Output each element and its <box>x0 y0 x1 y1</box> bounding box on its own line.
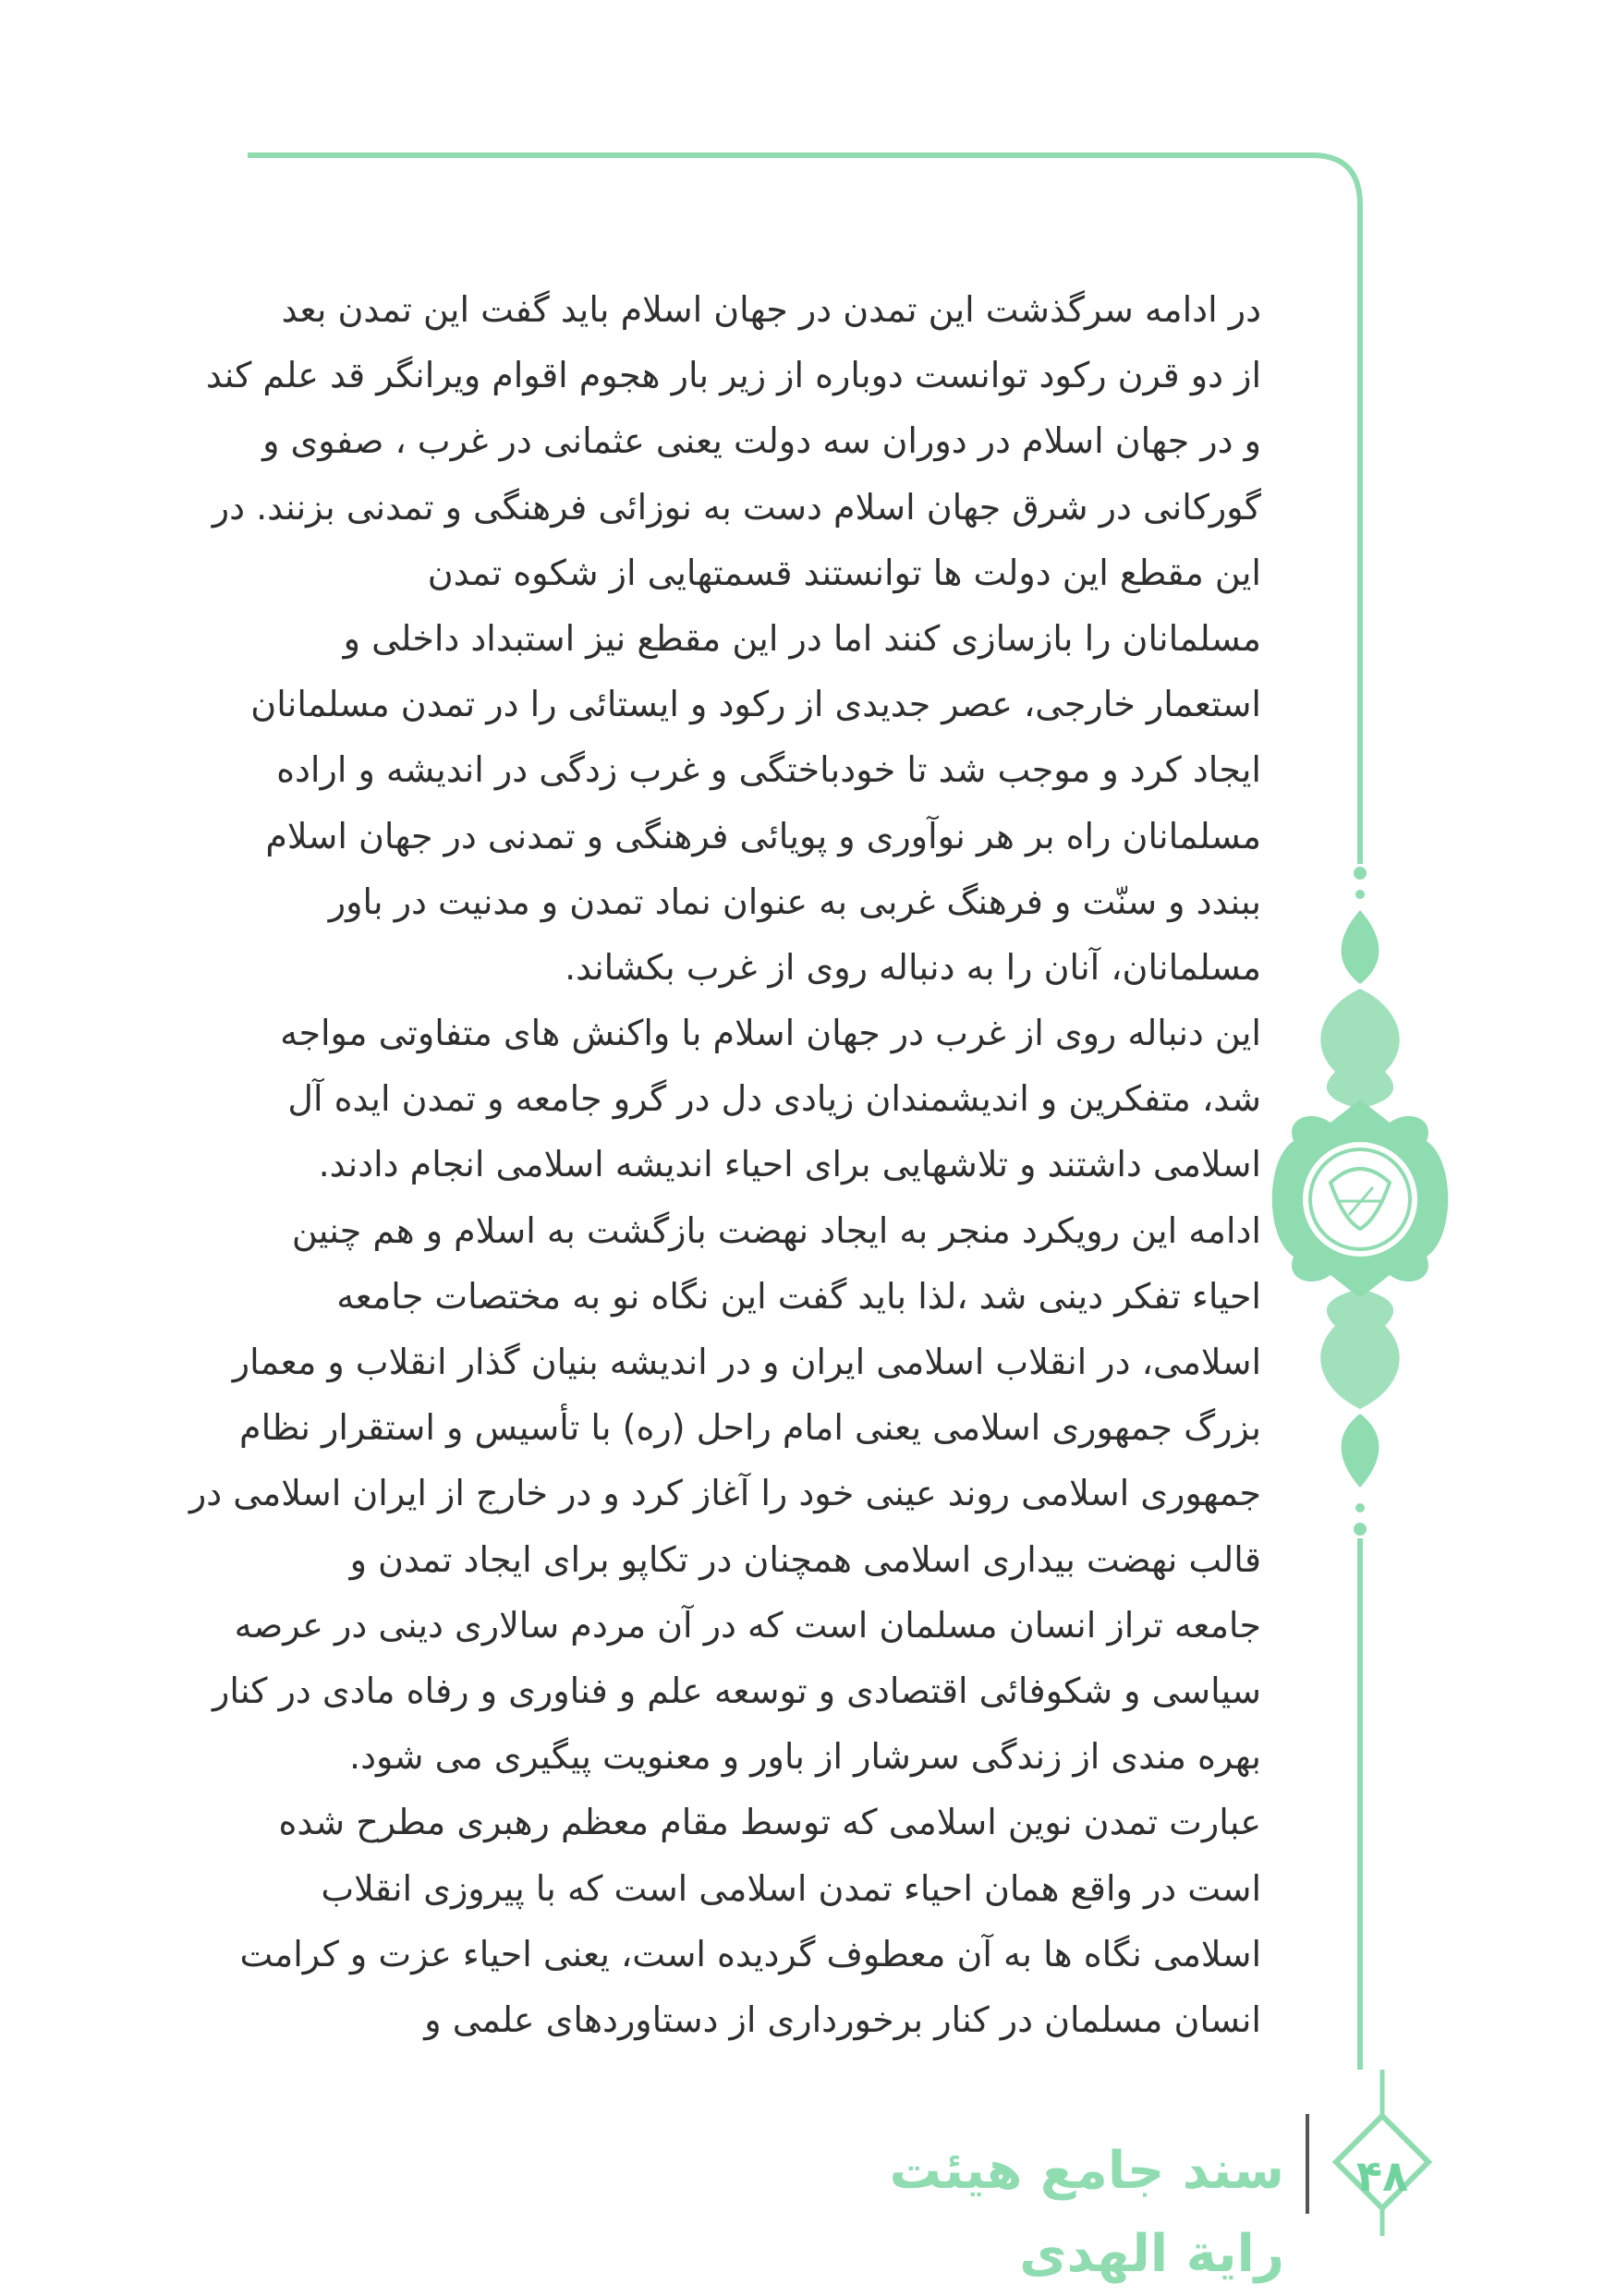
text-line: قالب نهضت بیداری اسلامی همچنان در تکاپو برای ایجاد تمدن و <box>349 1538 1261 1580</box>
footer-title: سند جامع هیئت رایة الهدی <box>889 2141 1284 2284</box>
text-line: اسلامی نگاه ها به آن معطوف گردیده است، یعنی احیاء عزت و کرامت <box>239 1933 1261 1974</box>
arabesque-ornament <box>1272 910 1449 1488</box>
text-line: در ادامه سرگذشت این تمدن در جهان اسلام باید گفت این تمدن بعد <box>281 289 1261 330</box>
text-line: جامعه تراز انسان مسلمان است که در آن مردم سالاری دینی در عرصه <box>234 1604 1261 1646</box>
page-number: ۴۸ <box>1355 2151 1409 2201</box>
text-line: ایجاد کرد و موجب شد تا خودباختگی و غرب زدگی در اندیشه و اراده <box>276 749 1261 791</box>
text-line: احیاء تفکر دینی شد ،لذا باید گفت این نگاه نو به مختصات جامعه <box>336 1275 1261 1317</box>
text-line: استعمار خارجی، عصر جدیدی از رکود و ایستائی را در تمدن مسلمانان <box>250 684 1261 725</box>
text-line: بهره مندی از زندگی سرشار از باور و معنویت پیگیری می شود. <box>349 1736 1261 1778</box>
text-line: مسلمانان را بازسازی کنند اما در این مقطع نیز استبداد داخلی و <box>343 617 1261 659</box>
text-line: گورکانی در شرق جهان اسلام دست به نوزائی فرهنگی و تمدنی بزنند. در <box>212 486 1261 528</box>
text-line: مسلمانان راه بر هر نوآوری و پویائی فرهنگی و تمدنی در جهان اسلام <box>265 815 1261 856</box>
text-line: اسلامی داشتند و تلاشهایی برای احیاء اندیشه اسلامی انجام دادند. <box>318 1144 1261 1185</box>
text-line: سیاسی و شکوفائی اقتصادی و توسعه علم و فناوری و رفاه مادی در کنار <box>213 1670 1261 1711</box>
text-line: اسلامی، در انقلاب اسلامی ایران و در اندیشه بنیان گذار انقلاب و معمار <box>232 1342 1261 1382</box>
text-line: ببندد و سنّت و فرهنگ غربی به عنوان نماد تمدن و مدنیت در باور <box>328 881 1261 922</box>
text-line: انسان مسلمان در کنار برخورداری از دستاوردهای علمی و <box>424 1998 1261 2040</box>
text-line: بزرگ جمهوری اسلامی یعنی امام راحل (ره) با تأسیس و استقرار نظام <box>239 1407 1261 1449</box>
text-line: مسلمانان، آنان را به دنباله روی از غرب بکشاند. <box>565 946 1261 988</box>
text-line: ادامه این رویکرد منجر به ایجاد نهضت بازگشت به اسلام و هم چنین <box>291 1209 1261 1251</box>
body-text <box>188 277 1261 2053</box>
footer-separator <box>1306 2114 1309 2214</box>
text-line: این مقطع این دولت ها توانستند قسمتهایی از شکوه تمدن <box>427 552 1261 593</box>
text-line: شد، متفکرین و اندیشمندان زیادی دل در گرو جامعه و تمدن ایده آل <box>287 1078 1261 1120</box>
text-line: عبارت تمدن نوین اسلامی که توسط مقام معظم رهبری مطرح شده <box>278 1802 1261 1843</box>
text-line: جمهوری اسلامی روند عینی خود را آغاز کرد و در خارج از ایران اسلامی در <box>188 1473 1261 1514</box>
text-line: و در جهان اسلام در دوران سه دولت یعنی عثمانی در غرب ، صفوی و <box>262 420 1261 462</box>
text-line: این دنباله روی از غرب در جهان اسلام با واکنش های متفاوتی مواجه <box>280 1013 1261 1054</box>
text-line: از دو قرن رکود توانست دوباره از زیر بار هجوم اقوام ویرانگر قد علم کند <box>205 355 1261 396</box>
text-line: است در واقع همان احیاء تمدن اسلامی است که با پیروزی انقلاب <box>321 1867 1261 1909</box>
